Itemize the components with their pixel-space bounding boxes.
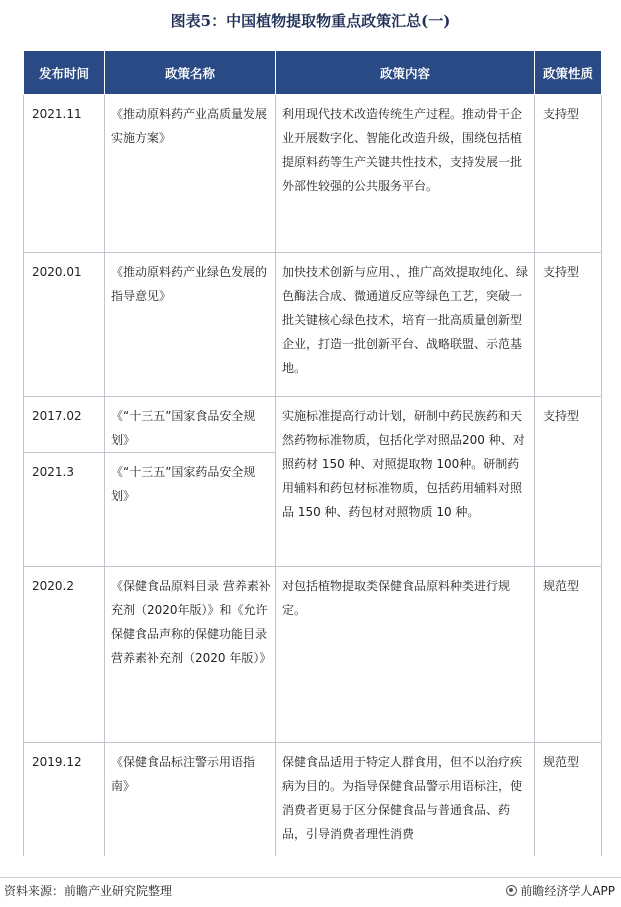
cell-policy-name: 《“十三五”国家药品安全规划》	[105, 453, 276, 567]
cell-date: 2021.3	[24, 453, 105, 567]
cell-policy-name: 《“十三五”国家食品安全规划》	[105, 397, 276, 453]
cell-policy-name: 《保健食品原料目录 营养素补充剂（2020年版）》和《允许保健食品声称的保健功能目录 营养素补充剂（2020 年版）》	[105, 567, 276, 743]
table-row	[24, 567, 602, 743]
cell-policy-content: 实施标准提高行动计划，研制中药民族药和天然药物标准物质，包括化学对照品200 种、对照药材 150 种、对照提取物 100种。研制药用辅料和药包材标准物质，包括药用辅料对照品 150 种、药包材对照物质 10 种。	[276, 397, 535, 567]
cell-policy-type: 支持型	[535, 95, 602, 253]
cell-policy-type: 规范型	[535, 567, 602, 743]
table-row	[24, 743, 602, 857]
header-policy-type: 政策性质	[535, 51, 602, 95]
brand-label: 前瞻经济学人APP	[520, 884, 615, 898]
table-header-row	[24, 51, 602, 95]
footer	[0, 877, 621, 898]
cell-policy-name: 《保健食品标注警示用语指南》	[105, 743, 276, 857]
cell-policy-name: 《推动原料药产业绿色发展的指导意见》	[105, 253, 276, 397]
header-policy-name: 政策名称	[105, 51, 276, 95]
table-row	[24, 253, 602, 397]
cell-policy-content: 对包括植物提取类保健食品原料种类进行规定。	[276, 567, 535, 743]
source-note: 资料来源：前瞻产业研究院整理	[4, 884, 173, 898]
page-title: 图表5：中国植物提取物重点政策汇总(一)	[170, 12, 451, 30]
cell-policy-type: 支持型	[535, 253, 602, 397]
cell-policy-name: 《推动原料药产业高质量发展实施方案》	[105, 95, 276, 253]
header-policy-content: 政策内容	[276, 51, 535, 95]
cell-date: 2019.12	[24, 743, 105, 857]
cell-policy-content: 利用现代技术改造传统生产过程。推动骨干企业开展数字化、智能化改造升级，围绕包括植提原料药等生产关键共性技术，支持发展一批外部性较强的公共服务平台。	[276, 95, 535, 253]
table-row	[24, 95, 602, 253]
cell-policy-type: 支持型	[535, 397, 602, 567]
cell-date: 2020.01	[24, 253, 105, 397]
qianzhan-logo-icon	[506, 885, 517, 896]
header-date: 发布时间	[24, 51, 105, 95]
cell-date: 2021.11	[24, 95, 105, 253]
policy-table	[23, 50, 602, 856]
table-row	[24, 397, 602, 453]
cell-date: 2017.02	[24, 397, 105, 453]
cell-policy-type: 规范型	[535, 743, 602, 857]
cell-date: 2020.2	[24, 567, 105, 743]
brand	[506, 882, 615, 899]
cell-policy-content: 保健食品适用于特定人群食用，但不以治疗疾病为目的。为指导保健食品警示用语标注，使消费者更易于区分保健食品与普通食品、药品，引导消费者理性消费	[276, 743, 535, 857]
cell-policy-content: 加快技术创新与应用、，推广高效提取纯化、绿色酶法合成、微通道反应等绿色工艺，突破一批关键核心绿色技术，培育一批高质量创新型企业，打造一批创新平台、战略联盟、示范基地。	[276, 253, 535, 397]
